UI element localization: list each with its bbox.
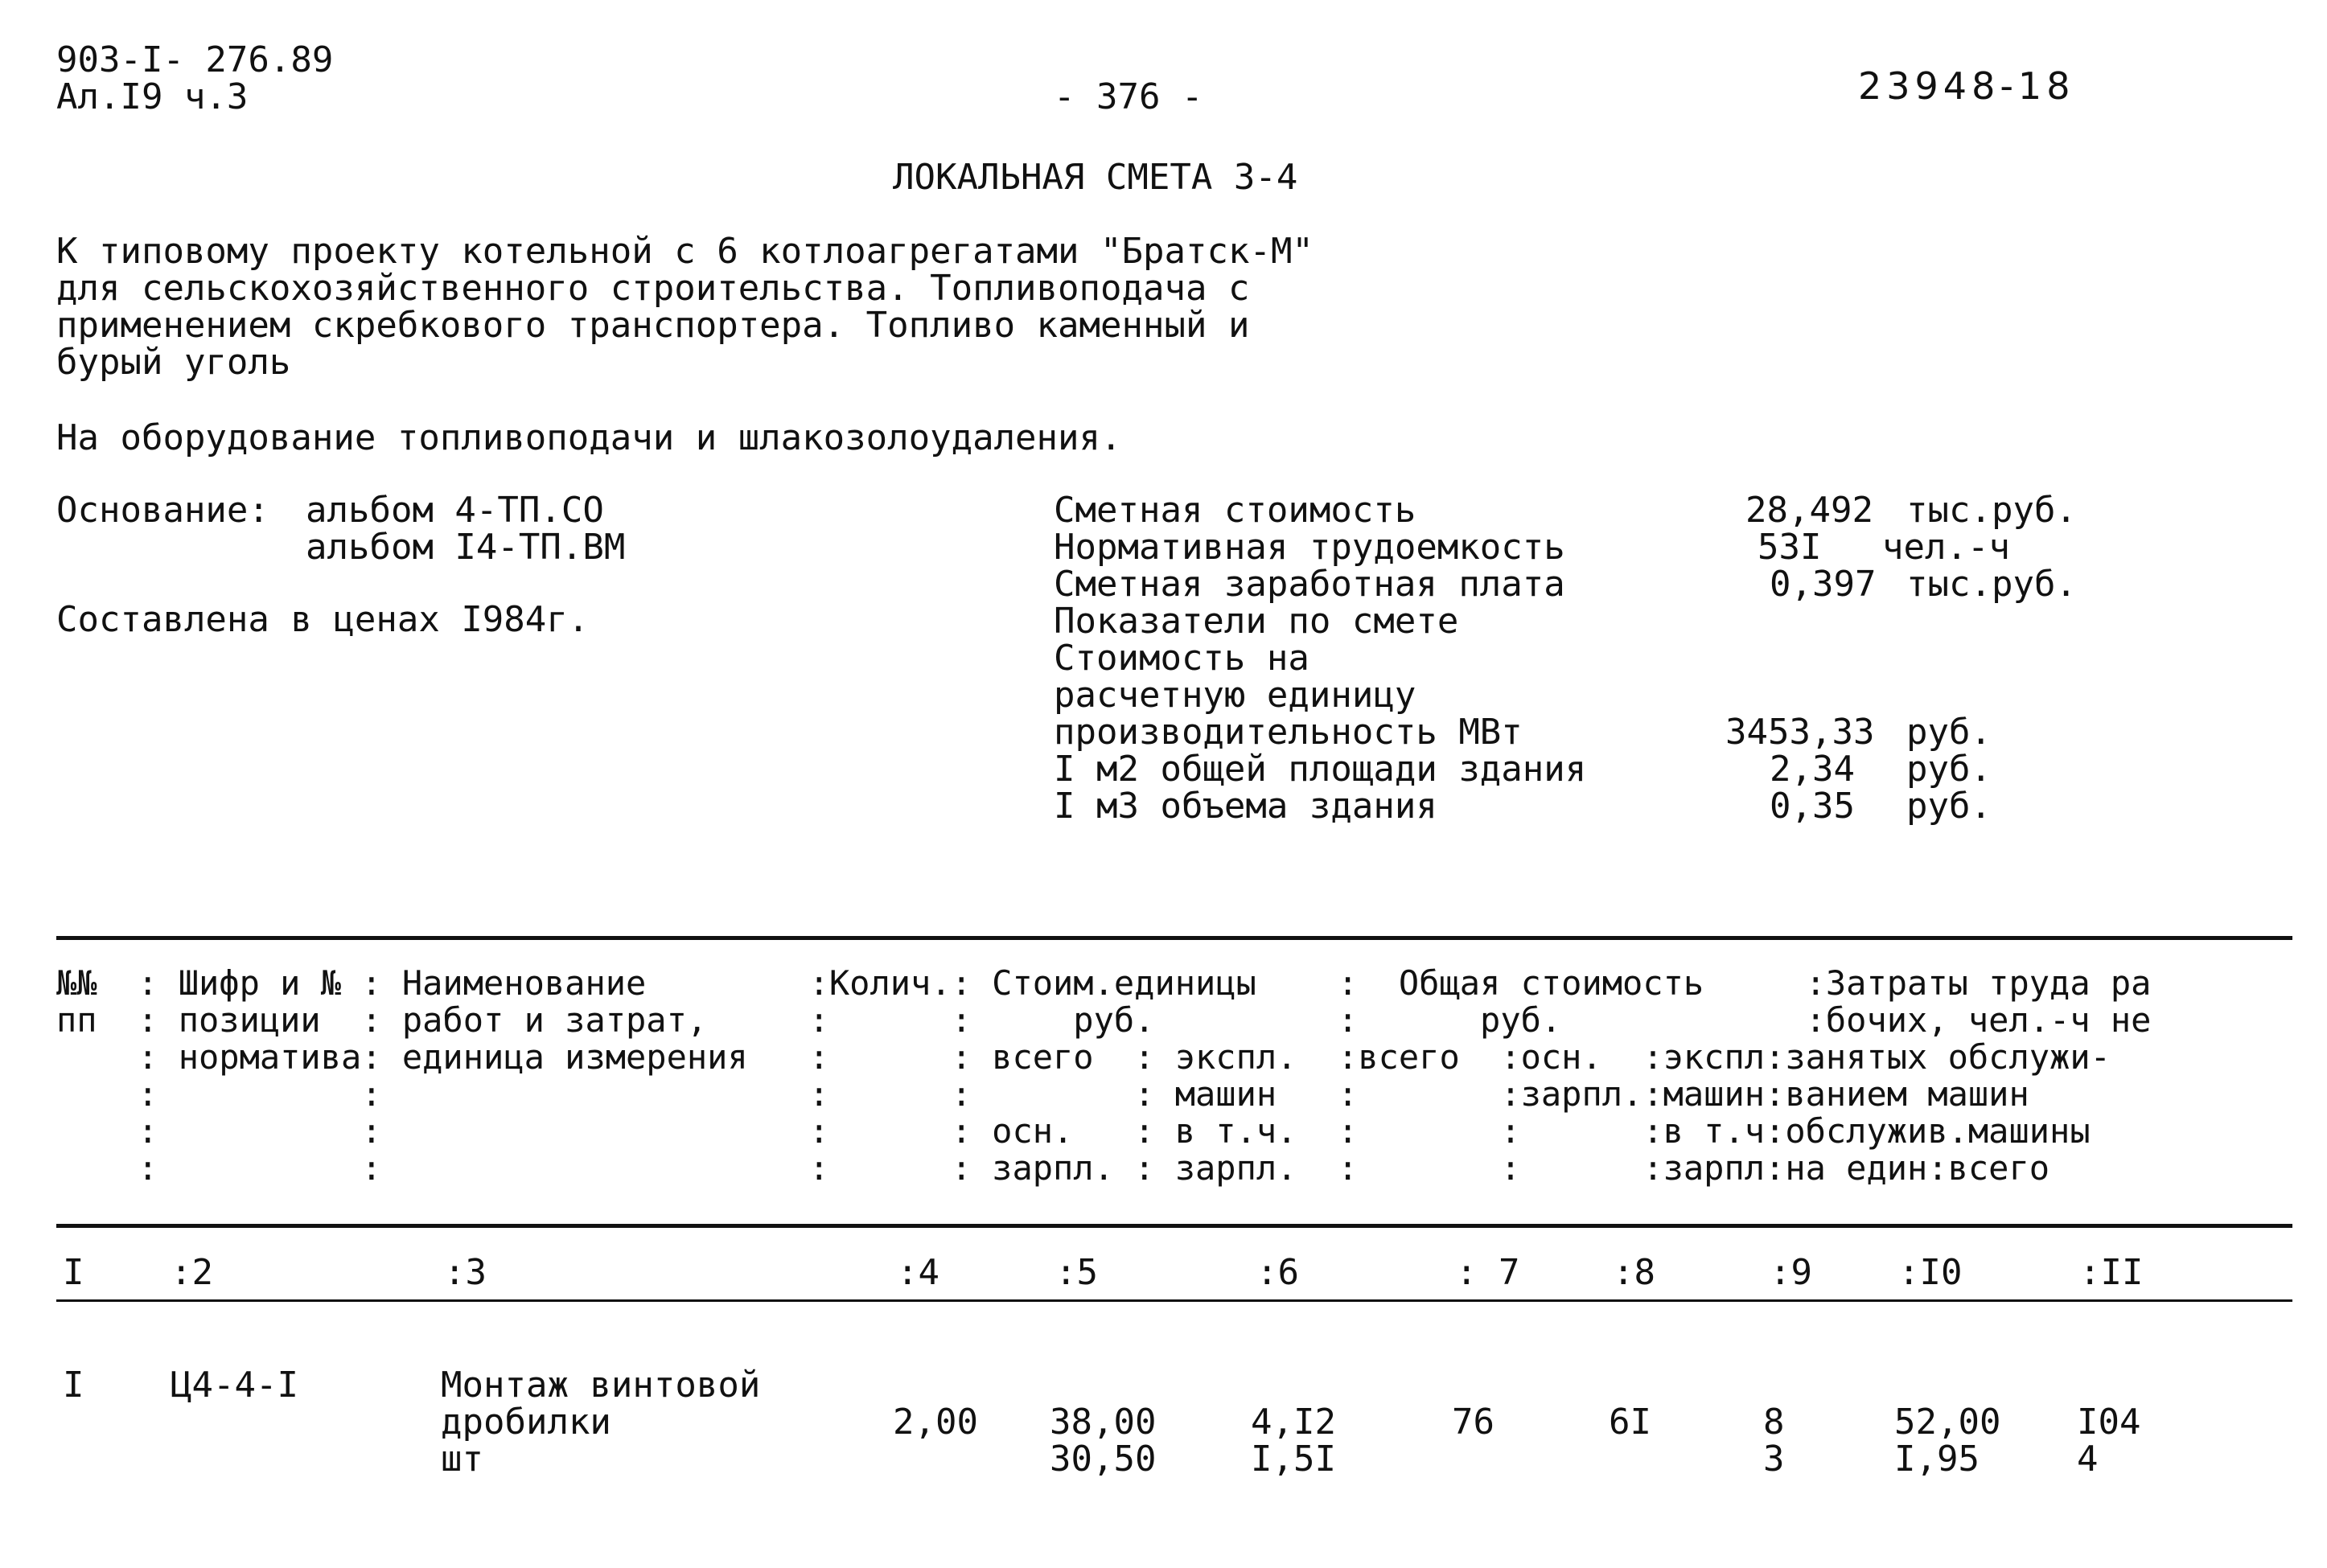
summary-unit: руб. [1906,786,1992,827]
work-name: дробилки [441,1402,611,1443]
column-number: :5 [1055,1252,1098,1293]
header-line: : : : : : машин : :зарпл.:машин:ванием машин [56,1074,2029,1114]
inventory-stamp: 23948-18 [1858,64,2075,108]
column-number: :8 [1613,1252,1655,1293]
basis-line: альбом I4-ТП.ВМ [306,527,626,568]
header-line: №№ : Шифр и № : Наименование :Колич.: Стоим.единицы : Общая стоимость :Затраты труда ра [56,963,2152,1003]
column-number: I [63,1252,84,1293]
labor-per-unit: 52,00 [1894,1402,2001,1443]
column-number: :II [2079,1252,2144,1293]
labor-per-unit-machine: I,95 [1894,1439,1980,1480]
summary-value: 0,35 [1770,786,1855,827]
column-number: :3 [444,1252,487,1293]
work-unit: шт [441,1439,483,1480]
summary-label: I м3 объема здания [1054,786,1437,827]
description-line: бурый уголь [56,342,291,383]
row-number: I [63,1365,84,1406]
column-number: : 7 [1456,1252,1520,1293]
norm-code: Ц4-4-I [171,1365,298,1406]
labor-total: I04 [2077,1402,2141,1443]
header-line: : : : : зарпл. : зарпл. : : :зарпл:на един:всего [56,1148,2050,1188]
column-number-rule [56,1299,2292,1302]
header-line: пп : позиции : работ и затрат, : : руб. : руб. :бочих, чел.-ч не [56,1000,2152,1040]
summary-unit: тыс.руб. [1906,490,2077,531]
basis-line: альбом 4-ТП.СО [306,490,604,531]
description-line: применением скребкового транспортера. Топливо каменный и [56,305,1250,346]
labor-total-machine: 4 [2077,1439,2099,1480]
summary-label: Нормативная трудоемкость [1054,527,1565,568]
total-cost: 76 [1452,1402,1494,1443]
estimate-subject: На оборудование топливоподачи и шлакозолоудаления. [56,417,1122,458]
summary-unit: чел.-ч [1882,527,2010,568]
description-line: для сельскохозяйственного строительства. Топливоподача с [56,268,1250,309]
column-number: :2 [171,1252,213,1293]
total-machine-wage: 3 [1763,1439,1785,1480]
header-line: : норматива: единица измерения : : всего : экспл. :всего :осн. :экспл:занятых обслужи- [56,1037,2111,1077]
page-number: - 376 - [1054,76,1203,117]
column-number: :9 [1770,1252,1812,1293]
summary-value: 0,397 [1770,564,1877,605]
summary-label: производительность МВт [1054,712,1523,753]
page-title: ЛОКАЛЬНАЯ СМЕТА 3-4 [893,157,1298,198]
summary-label: расчетную единицу [1054,675,1416,716]
summary-label: Сметная стоимость [1054,490,1416,531]
summary-value: 53I [1758,527,1822,568]
summary-value: 28,492 [1745,490,1873,531]
total-wage: 6I [1609,1402,1651,1443]
summary-unit: тыс.руб. [1906,564,2077,605]
header-line: : : : : осн. : в т.ч. : : :в т.ч:обслужив.машины [56,1111,2091,1151]
unit-machine-wage: I,5I [1251,1439,1336,1480]
summary-label: Сметная заработная плата [1054,564,1565,605]
work-name: Монтаж винтовой [441,1365,761,1406]
column-number: :6 [1256,1252,1299,1293]
unit-cost-total: 38,00 [1050,1402,1157,1443]
summary-label: Стоимость на [1054,638,1309,679]
basis-label: Основание: [56,490,269,531]
column-number: :I0 [1898,1252,1963,1293]
column-number: :4 [897,1252,939,1293]
unit-machine-cost: 4,I2 [1251,1402,1336,1443]
quantity: 2,00 [893,1402,978,1443]
summary-unit: руб. [1906,712,1992,753]
album-reference: Ал.I9 ч.3 [56,76,249,117]
table-top-rule [56,936,2292,940]
summary-value: 3453,33 [1725,712,1875,753]
unit-cost-wage: 30,50 [1050,1439,1157,1480]
total-machine-cost: 8 [1763,1402,1785,1443]
summary-value: 2,34 [1770,749,1855,790]
summary-label: I м2 общей площади здания [1054,749,1587,790]
description-line: К типовому проекту котельной с 6 котлоагрегатами "Братск-М" [56,231,1314,272]
price-base: Составлена в ценах I984г. [56,599,590,640]
summary-label: Показатели по смете [1054,601,1459,642]
summary-unit: руб. [1906,749,1992,790]
document-code: 903-I- 276.89 [56,39,334,80]
header-bottom-rule [56,1224,2292,1228]
